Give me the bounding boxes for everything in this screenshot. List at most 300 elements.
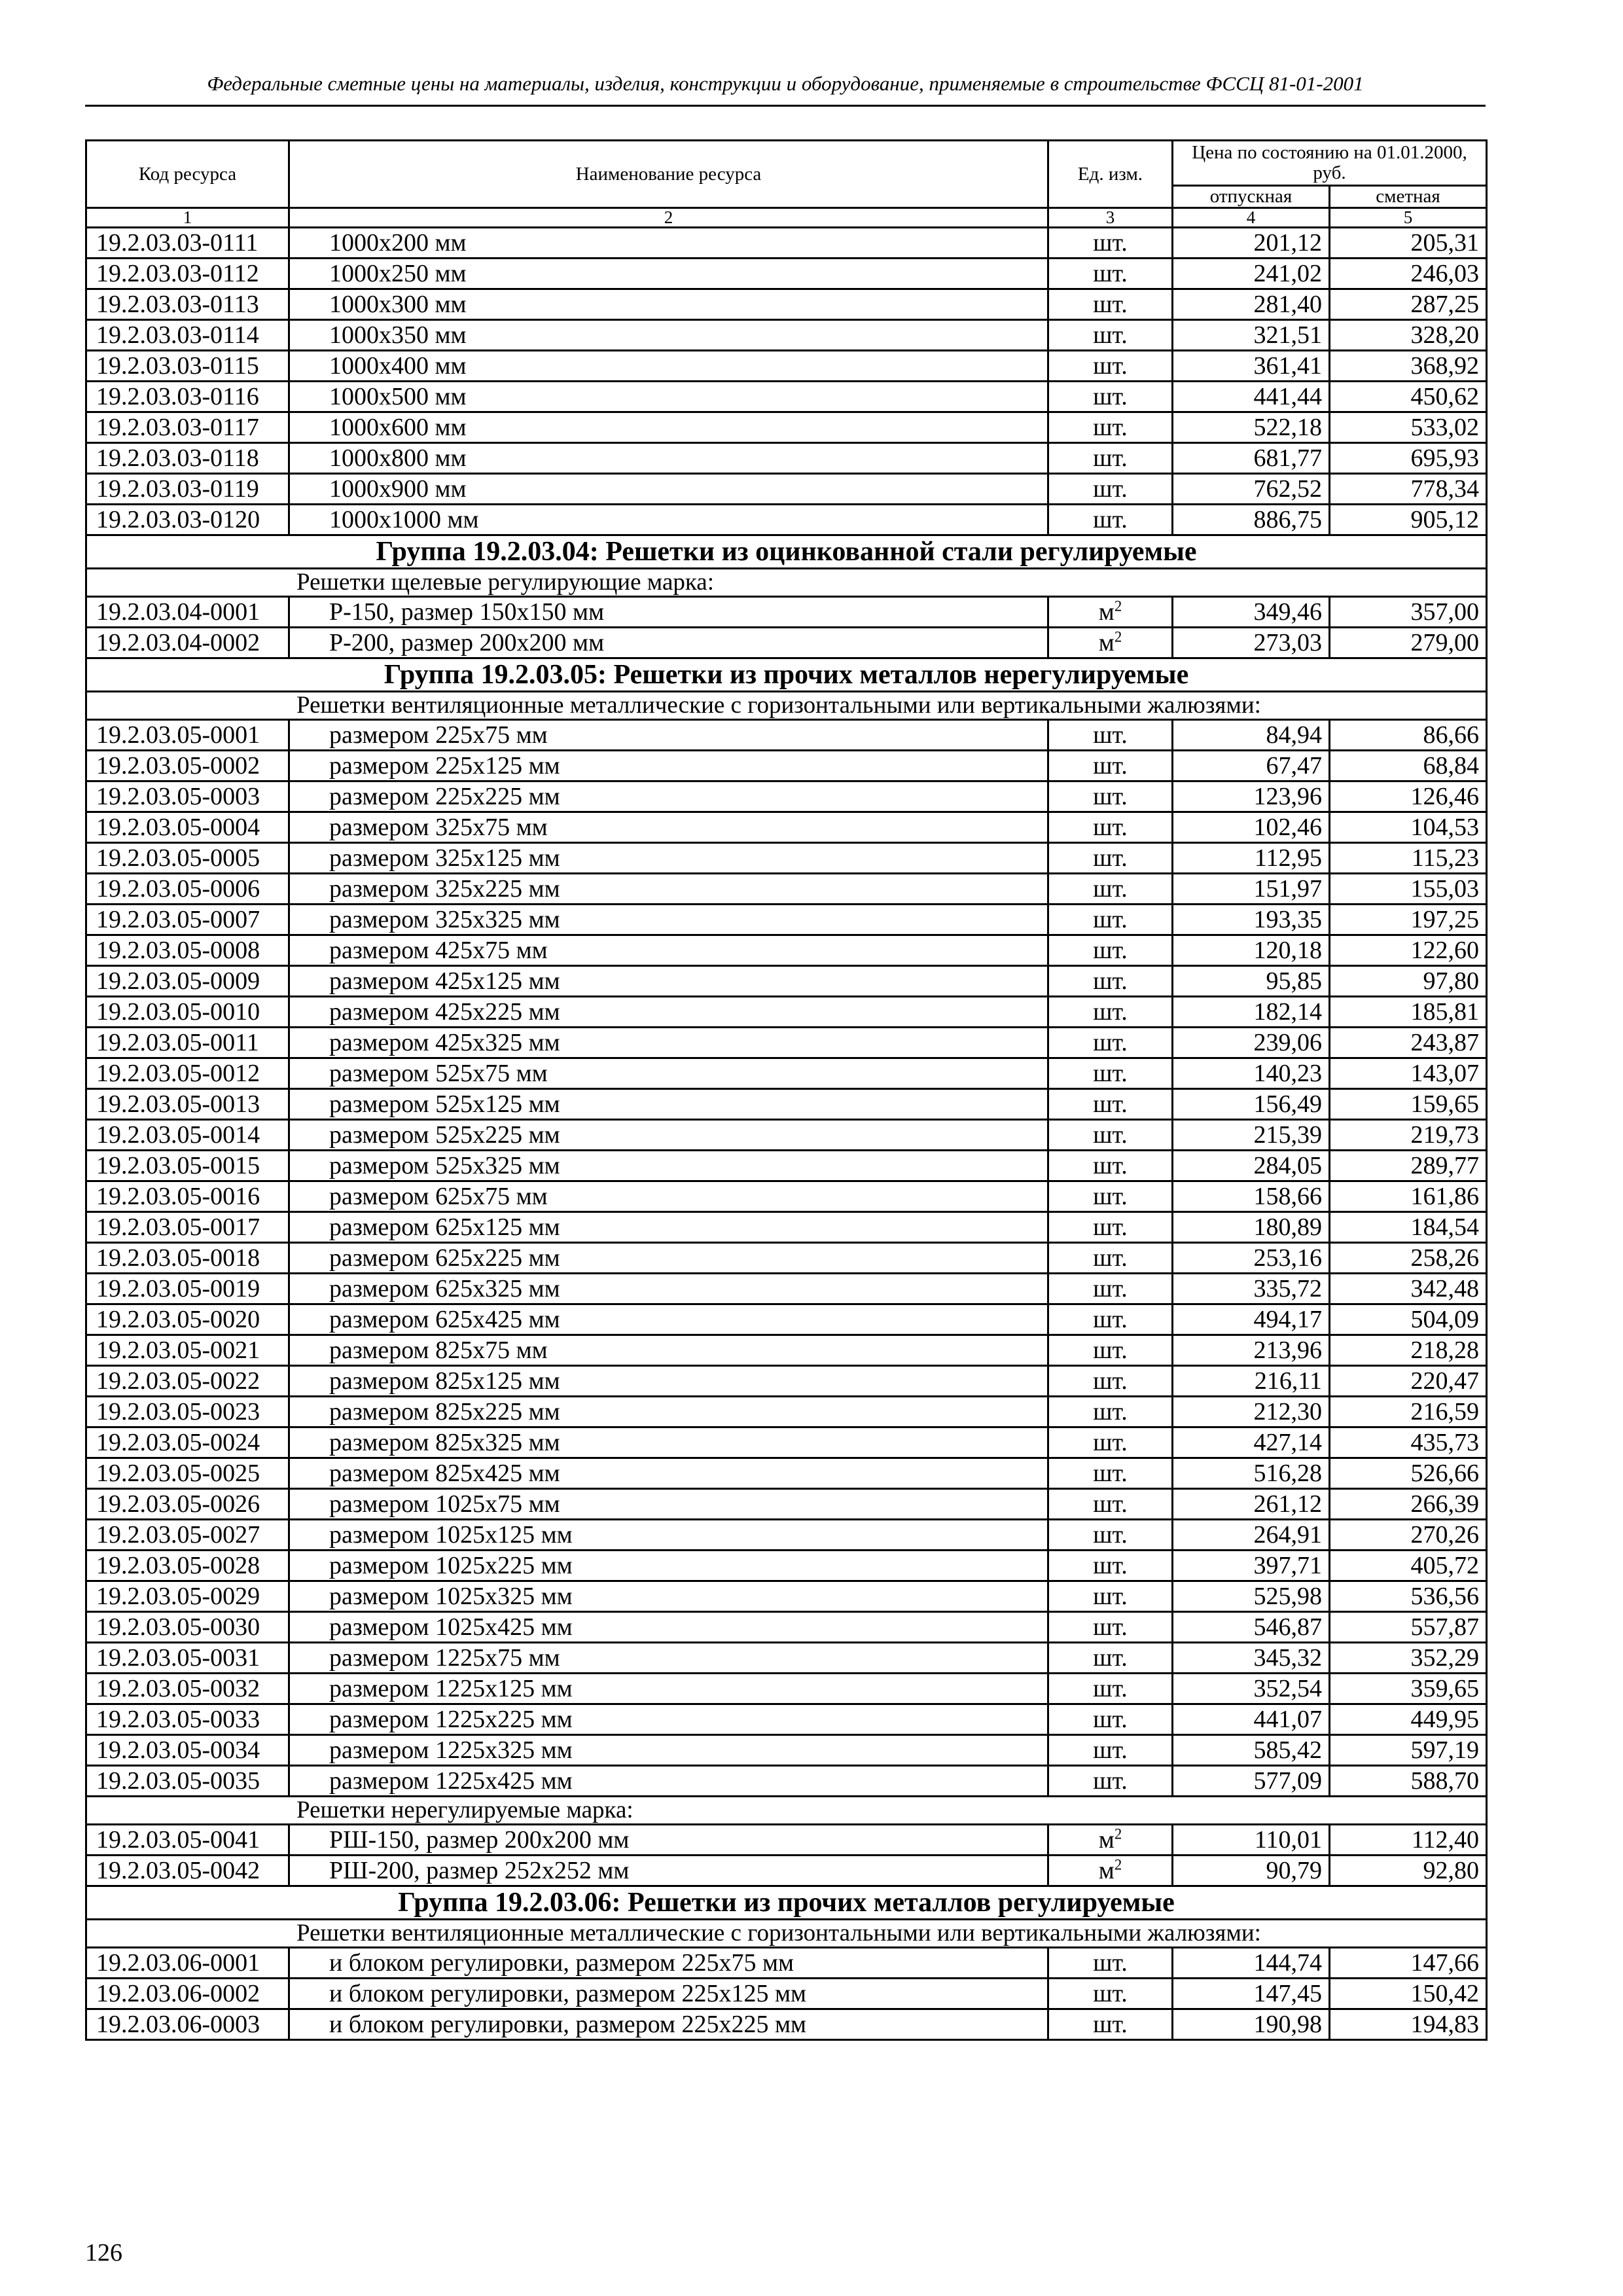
unit-cell: шт. [1048, 905, 1173, 935]
estimate-price-cell: 219,73 [1330, 1120, 1487, 1151]
table-row [86, 351, 1487, 382]
release-price-cell: 546,87 [1173, 1612, 1330, 1643]
resource-name-cell: размером 525x325 мм [289, 1151, 1048, 1181]
table-row [86, 1581, 1487, 1612]
estimate-price-cell: 449,95 [1330, 1704, 1487, 1735]
release-price-cell: 361,41 [1173, 351, 1330, 382]
table-row [86, 628, 1487, 658]
table-body [86, 228, 1487, 2040]
estimate-price-cell: 115,23 [1330, 843, 1487, 874]
estimate-price-cell: 185,81 [1330, 997, 1487, 1028]
resource-code-cell: 19.2.03.03-0120 [86, 505, 289, 535]
table-row [86, 843, 1487, 874]
resource-code-cell: 19.2.03.05-0011 [86, 1028, 289, 1058]
unit-cell: шт. [1048, 474, 1173, 505]
resource-name-cell: размером 1225x225 мм [289, 1704, 1048, 1735]
release-price-cell: 427,14 [1173, 1427, 1330, 1458]
table-row [86, 412, 1487, 443]
resource-name-cell: РШ-150, размер 200x200 мм [289, 1825, 1048, 1856]
table-row [86, 1397, 1487, 1427]
estimate-price-cell: 161,86 [1330, 1181, 1487, 1212]
release-price-cell: 441,07 [1173, 1704, 1330, 1735]
resource-code-cell: 19.2.03.05-0041 [86, 1825, 289, 1856]
table-row [86, 320, 1487, 351]
resource-name-cell: размером 425x325 мм [289, 1028, 1048, 1058]
resource-code-cell: 19.2.03.04-0002 [86, 628, 289, 658]
resource-name-cell: размером 825x425 мм [289, 1458, 1048, 1489]
estimate-price-cell: 159,65 [1330, 1089, 1487, 1120]
resource-code-cell: 19.2.03.05-0006 [86, 874, 289, 905]
unit-cell: шт. [1048, 289, 1173, 320]
release-price-cell: 352,54 [1173, 1674, 1330, 1704]
estimate-price-cell: 557,87 [1330, 1612, 1487, 1643]
resource-code-cell: 19.2.03.05-0007 [86, 905, 289, 935]
unit-cell: шт. [1048, 1274, 1173, 1304]
table-row [86, 905, 1487, 935]
release-price-cell: 212,30 [1173, 1397, 1330, 1427]
resource-code-cell: 19.2.03.05-0034 [86, 1735, 289, 1766]
estimate-price-cell: 258,26 [1330, 1243, 1487, 1274]
release-price-cell: 525,98 [1173, 1581, 1330, 1612]
release-price-cell: 441,44 [1173, 382, 1330, 412]
unit-cell: шт. [1048, 1489, 1173, 1520]
estimate-price-cell: 220,47 [1330, 1366, 1487, 1397]
estimate-price-cell: 184,54 [1330, 1212, 1487, 1243]
release-price-cell: 321,51 [1173, 320, 1330, 351]
estimate-price-cell: 588,70 [1330, 1766, 1487, 1797]
release-price-cell: 273,03 [1173, 628, 1330, 658]
header-num-3: 3 [1048, 208, 1173, 228]
estimate-price-cell: 122,60 [1330, 935, 1487, 966]
table-row [86, 1058, 1487, 1089]
unit-cell: шт. [1048, 1058, 1173, 1089]
resource-name-cell: 1000x800 мм [289, 443, 1048, 474]
unit-text: м [1098, 1857, 1115, 1884]
estimate-price-cell: 97,80 [1330, 966, 1487, 997]
unit-cell: шт. [1048, 382, 1173, 412]
resource-name-cell: размером 225x125 мм [289, 751, 1048, 781]
resource-name-cell: 1000x250 мм [289, 259, 1048, 289]
header-rule [85, 105, 1486, 107]
resource-code-cell: 19.2.03.05-0022 [86, 1366, 289, 1397]
price-table [85, 139, 1488, 2041]
resource-code-cell: 19.2.03.05-0033 [86, 1704, 289, 1735]
release-price-cell: 144,74 [1173, 1948, 1330, 1979]
resource-name-cell: РШ-200, размер 252x252 мм [289, 1856, 1048, 1886]
unit-cell: шт. [1048, 351, 1173, 382]
unit-cell: шт. [1048, 935, 1173, 966]
resource-name-cell: и блоком регулировки, размером 225x125 мм [289, 1979, 1048, 2009]
unit-cell [1048, 597, 1173, 628]
unit-cell: шт. [1048, 228, 1173, 259]
release-price-cell: 180,89 [1173, 1212, 1330, 1243]
unit-cell: шт. [1048, 1979, 1173, 2009]
table-row [86, 1366, 1487, 1397]
unit-cell: шт. [1048, 843, 1173, 874]
table-row [86, 1458, 1487, 1489]
resource-name-cell: размером 1225x75 мм [289, 1643, 1048, 1674]
header-price-estimate: сметная [1330, 186, 1487, 208]
release-price-cell: 397,71 [1173, 1551, 1330, 1581]
resource-code-cell: 19.2.03.05-0017 [86, 1212, 289, 1243]
resource-name-cell: размером 325x75 мм [289, 812, 1048, 843]
page-number: 126 [85, 2239, 122, 2267]
estimate-price-cell: 405,72 [1330, 1551, 1487, 1581]
unit-exponent: 2 [1114, 1825, 1122, 1842]
resource-name-cell: размером 825x75 мм [289, 1335, 1048, 1366]
table-row [86, 781, 1487, 812]
resource-code-cell: 19.2.03.05-0021 [86, 1335, 289, 1366]
header-name: Наименование ресурса [289, 141, 1048, 208]
subheading: Решетки вентиляционные металлические с горизонтальными или вертикальными жалюзями: [86, 1920, 1487, 1948]
resource-code-cell: 19.2.03.05-0019 [86, 1274, 289, 1304]
header-num-5: 5 [1330, 208, 1487, 228]
resource-code-cell: 19.2.03.05-0012 [86, 1058, 289, 1089]
unit-cell: шт. [1048, 1397, 1173, 1427]
resource-code-cell: 19.2.03.05-0032 [86, 1674, 289, 1704]
resource-name-cell: 1000x300 мм [289, 289, 1048, 320]
release-price-cell: 120,18 [1173, 935, 1330, 966]
table-row [86, 1028, 1487, 1058]
table-row [86, 1243, 1487, 1274]
unit-cell: шт. [1048, 1948, 1173, 1979]
table-row [86, 997, 1487, 1028]
unit-cell: шт. [1048, 1581, 1173, 1612]
resource-name-cell: размером 1025x75 мм [289, 1489, 1048, 1520]
table-row [86, 382, 1487, 412]
unit-cell: шт. [1048, 874, 1173, 905]
subheading: Решетки нерегулируемые марка: [86, 1797, 1487, 1825]
resource-code-cell: 19.2.03.04-0001 [86, 597, 289, 628]
estimate-price-cell: 328,20 [1330, 320, 1487, 351]
estimate-price-cell: 150,42 [1330, 1979, 1487, 2009]
table-row [86, 966, 1487, 997]
resource-name-cell: размером 425x225 мм [289, 997, 1048, 1028]
resource-code-cell: 19.2.03.05-0030 [86, 1612, 289, 1643]
estimate-price-cell: 357,00 [1330, 597, 1487, 628]
release-price-cell: 216,11 [1173, 1366, 1330, 1397]
unit-cell: шт. [1048, 1458, 1173, 1489]
estimate-price-cell: 126,46 [1330, 781, 1487, 812]
unit-cell: шт. [1048, 505, 1173, 535]
estimate-price-cell: 279,00 [1330, 628, 1487, 658]
estimate-price-cell: 143,07 [1330, 1058, 1487, 1089]
group-heading: Группа 19.2.03.05: Решетки из прочих металлов нерегулируемые [86, 658, 1487, 692]
table-row [86, 1120, 1487, 1151]
estimate-price-cell: 359,65 [1330, 1674, 1487, 1704]
table-row [86, 228, 1487, 259]
header-unit: Ед. изм. [1048, 141, 1173, 208]
estimate-price-cell: 68,84 [1330, 751, 1487, 781]
resource-code-cell: 19.2.03.03-0112 [86, 259, 289, 289]
release-price-cell: 335,72 [1173, 1274, 1330, 1304]
header-num-4: 4 [1173, 208, 1330, 228]
unit-cell: шт. [1048, 812, 1173, 843]
resource-code-cell: 19.2.03.05-0026 [86, 1489, 289, 1520]
release-price-cell: 110,01 [1173, 1825, 1330, 1856]
unit-cell: шт. [1048, 997, 1173, 1028]
resource-code-cell: 19.2.03.06-0002 [86, 1979, 289, 2009]
unit-cell [1048, 1856, 1173, 1886]
resource-code-cell: 19.2.03.05-0023 [86, 1397, 289, 1427]
unit-cell: шт. [1048, 1028, 1173, 1058]
table-row [86, 1612, 1487, 1643]
subheading-row [86, 1797, 1487, 1825]
table-row [86, 1151, 1487, 1181]
resource-name-cell: 1000x400 мм [289, 351, 1048, 382]
release-price-cell: 522,18 [1173, 412, 1330, 443]
unit-cell: шт. [1048, 1120, 1173, 1151]
unit-text: м [1098, 629, 1115, 656]
unit-cell: шт. [1048, 1181, 1173, 1212]
estimate-price-cell: 287,25 [1330, 289, 1487, 320]
unit-exponent: 2 [1114, 598, 1122, 615]
resource-code-cell: 19.2.03.05-0042 [86, 1856, 289, 1886]
release-price-cell: 95,85 [1173, 966, 1330, 997]
table-row [86, 1948, 1487, 1979]
unit-cell: шт. [1048, 1243, 1173, 1274]
resource-name-cell: размером 1225x325 мм [289, 1735, 1048, 1766]
resource-name-cell: 1000x500 мм [289, 382, 1048, 412]
release-price-cell: 90,79 [1173, 1856, 1330, 1886]
unit-cell: шт. [1048, 1366, 1173, 1397]
resource-code-cell: 19.2.03.05-0020 [86, 1304, 289, 1335]
release-price-cell: 281,40 [1173, 289, 1330, 320]
unit-cell: шт. [1048, 1612, 1173, 1643]
release-price-cell: 151,97 [1173, 874, 1330, 905]
resource-name-cell: размером 1025x125 мм [289, 1520, 1048, 1551]
resource-name-cell: и блоком регулировки, размером 225x225 мм [289, 2009, 1048, 2040]
release-price-cell: 147,45 [1173, 1979, 1330, 2009]
subheading: Решетки вентиляционные металлические с горизонтальными или вертикальными жалюзями: [86, 692, 1487, 720]
resource-code-cell: 19.2.03.03-0118 [86, 443, 289, 474]
resource-code-cell: 19.2.03.05-0008 [86, 935, 289, 966]
estimate-price-cell: 266,39 [1330, 1489, 1487, 1520]
table-row [86, 1089, 1487, 1120]
release-price-cell: 516,28 [1173, 1458, 1330, 1489]
release-price-cell: 112,95 [1173, 843, 1330, 874]
estimate-price-cell: 86,66 [1330, 720, 1487, 751]
release-price-cell: 123,96 [1173, 781, 1330, 812]
unit-cell: шт. [1048, 1704, 1173, 1735]
resource-code-cell: 19.2.03.05-0010 [86, 997, 289, 1028]
running-header: Федеральные сметные цены на материалы, изделия, конструкции и оборудование, применяемые в строительстве ФССЦ 81-01-2001 [207, 72, 1364, 95]
unit-cell: шт. [1048, 720, 1173, 751]
resource-name-cell: размером 825x325 мм [289, 1427, 1048, 1458]
resource-name-cell: размером 625x425 мм [289, 1304, 1048, 1335]
unit-cell: шт. [1048, 1212, 1173, 1243]
resource-code-cell: 19.2.03.05-0015 [86, 1151, 289, 1181]
estimate-price-cell: 905,12 [1330, 505, 1487, 535]
release-price-cell: 253,16 [1173, 1243, 1330, 1274]
table-row [86, 2009, 1487, 2040]
resource-code-cell: 19.2.03.05-0025 [86, 1458, 289, 1489]
estimate-price-cell: 92,80 [1330, 1856, 1487, 1886]
header-price-release: отпускная [1173, 186, 1330, 208]
release-price-cell: 193,35 [1173, 905, 1330, 935]
release-price-cell: 67,47 [1173, 751, 1330, 781]
resource-code-cell: 19.2.03.05-0028 [86, 1551, 289, 1581]
table-row [86, 1704, 1487, 1735]
table-row [86, 1643, 1487, 1674]
resource-name-cell: размером 625x125 мм [289, 1212, 1048, 1243]
release-price-cell: 102,46 [1173, 812, 1330, 843]
release-price-cell: 681,77 [1173, 443, 1330, 474]
resource-code-cell: 19.2.03.03-0117 [86, 412, 289, 443]
table-row [86, 1520, 1487, 1551]
resource-name-cell: размером 625x325 мм [289, 1274, 1048, 1304]
unit-cell: шт. [1048, 412, 1173, 443]
release-price-cell: 215,39 [1173, 1120, 1330, 1151]
resource-code-cell: 19.2.03.05-0024 [86, 1427, 289, 1458]
estimate-price-cell: 246,03 [1330, 259, 1487, 289]
release-price-cell: 886,75 [1173, 505, 1330, 535]
unit-cell: шт. [1048, 966, 1173, 997]
estimate-price-cell: 368,92 [1330, 351, 1487, 382]
estimate-price-cell: 218,28 [1330, 1335, 1487, 1366]
resource-name-cell: 1000x600 мм [289, 412, 1048, 443]
unit-cell: шт. [1048, 1151, 1173, 1181]
release-price-cell: 241,02 [1173, 259, 1330, 289]
estimate-price-cell: 352,29 [1330, 1643, 1487, 1674]
unit-cell: шт. [1048, 1551, 1173, 1581]
estimate-price-cell: 435,73 [1330, 1427, 1487, 1458]
resource-name-cell: 1000x900 мм [289, 474, 1048, 505]
table-row [86, 1766, 1487, 1797]
estimate-price-cell: 504,09 [1330, 1304, 1487, 1335]
unit-exponent: 2 [1114, 1856, 1122, 1873]
release-price-cell: 762,52 [1173, 474, 1330, 505]
resource-name-cell: и блоком регулировки, размером 225x75 мм [289, 1948, 1048, 1979]
release-price-cell: 190,98 [1173, 2009, 1330, 2040]
unit-cell: шт. [1048, 1643, 1173, 1674]
resource-code-cell: 19.2.03.03-0115 [86, 351, 289, 382]
estimate-price-cell: 270,26 [1330, 1520, 1487, 1551]
resource-name-cell: размером 525x125 мм [289, 1089, 1048, 1120]
estimate-price-cell: 778,34 [1330, 474, 1487, 505]
group-heading-row [86, 535, 1487, 569]
table-row [86, 720, 1487, 751]
header-code: Код ресурса [86, 141, 289, 208]
release-price-cell: 182,14 [1173, 997, 1330, 1028]
table-row [86, 1212, 1487, 1243]
resource-code-cell: 19.2.03.05-0035 [86, 1766, 289, 1797]
estimate-price-cell: 112,40 [1330, 1825, 1487, 1856]
resource-name-cell: размером 425x125 мм [289, 966, 1048, 997]
resource-code-cell: 19.2.03.05-0029 [86, 1581, 289, 1612]
subheading-row [86, 692, 1487, 720]
unit-cell: шт. [1048, 1735, 1173, 1766]
table-row [86, 1335, 1487, 1366]
unit-cell: шт. [1048, 443, 1173, 474]
estimate-price-cell: 194,83 [1330, 2009, 1487, 2040]
release-price-cell: 201,12 [1173, 228, 1330, 259]
table-row [86, 259, 1487, 289]
table-row [86, 1304, 1487, 1335]
estimate-price-cell: 450,62 [1330, 382, 1487, 412]
table-row [86, 443, 1487, 474]
unit-cell: шт. [1048, 1335, 1173, 1366]
table-row [86, 474, 1487, 505]
resource-code-cell: 19.2.03.05-0016 [86, 1181, 289, 1212]
estimate-price-cell: 197,25 [1330, 905, 1487, 935]
group-heading: Группа 19.2.03.06: Решетки из прочих металлов регулируемые [86, 1886, 1487, 1920]
table-row [86, 1856, 1487, 1886]
estimate-price-cell: 695,93 [1330, 443, 1487, 474]
resource-name-cell: 1000x350 мм [289, 320, 1048, 351]
unit-cell: шт. [1048, 1674, 1173, 1704]
unit-cell [1048, 1825, 1173, 1856]
resource-code-cell: 19.2.03.05-0002 [86, 751, 289, 781]
unit-text: м [1098, 598, 1115, 626]
resource-name-cell: размером 325x125 мм [289, 843, 1048, 874]
release-price-cell: 158,66 [1173, 1181, 1330, 1212]
unit-cell: шт. [1048, 2009, 1173, 2040]
resource-code-cell: 19.2.03.03-0111 [86, 228, 289, 259]
resource-name-cell: размером 225x225 мм [289, 781, 1048, 812]
subheading-row [86, 1920, 1487, 1948]
resource-code-cell: 19.2.03.05-0009 [86, 966, 289, 997]
unit-exponent: 2 [1114, 628, 1122, 645]
estimate-price-cell: 104,53 [1330, 812, 1487, 843]
resource-code-cell: 19.2.03.05-0004 [86, 812, 289, 843]
unit-cell: шт. [1048, 259, 1173, 289]
table-row [86, 1825, 1487, 1856]
resource-name-cell: размером 625x225 мм [289, 1243, 1048, 1274]
release-price-cell: 213,96 [1173, 1335, 1330, 1366]
table-row [86, 505, 1487, 535]
estimate-price-cell: 205,31 [1330, 228, 1487, 259]
unit-cell: шт. [1048, 781, 1173, 812]
subheading: Решетки щелевые регулирующие марка: [86, 569, 1487, 597]
table-row [86, 751, 1487, 781]
resource-name-cell: размером 225x75 мм [289, 720, 1048, 751]
resource-name-cell: размером 1225x125 мм [289, 1674, 1048, 1704]
table-row [86, 1181, 1487, 1212]
table-row [86, 812, 1487, 843]
resource-name-cell: размером 825x125 мм [289, 1366, 1048, 1397]
release-price-cell: 494,17 [1173, 1304, 1330, 1335]
resource-name-cell: размером 325x225 мм [289, 874, 1048, 905]
unit-cell: шт. [1048, 1520, 1173, 1551]
unit-text: м [1098, 1826, 1115, 1854]
resource-code-cell: 19.2.03.05-0018 [86, 1243, 289, 1274]
resource-name-cell: размером 525x75 мм [289, 1058, 1048, 1089]
header-num-1: 1 [86, 208, 289, 228]
table-row [86, 289, 1487, 320]
estimate-price-cell: 526,66 [1330, 1458, 1487, 1489]
resource-name-cell: 1000x200 мм [289, 228, 1048, 259]
estimate-price-cell: 597,19 [1330, 1735, 1487, 1766]
subheading-row [86, 569, 1487, 597]
table-row [86, 1551, 1487, 1581]
resource-code-cell: 19.2.03.05-0014 [86, 1120, 289, 1151]
header-num-2: 2 [289, 208, 1048, 228]
table-row [86, 1427, 1487, 1458]
resource-name-cell: размером 325x325 мм [289, 905, 1048, 935]
resource-name-cell: размером 525x225 мм [289, 1120, 1048, 1151]
resource-code-cell: 19.2.03.05-0031 [86, 1643, 289, 1674]
unit-cell: шт. [1048, 1304, 1173, 1335]
table-row [86, 1735, 1487, 1766]
group-heading: Группа 19.2.03.04: Решетки из оцинкованной стали регулируемые [86, 535, 1487, 569]
resource-name-cell: Р-150, размер 150x150 мм [289, 597, 1048, 628]
release-price-cell: 284,05 [1173, 1151, 1330, 1181]
release-price-cell: 140,23 [1173, 1058, 1330, 1089]
table-row [86, 1674, 1487, 1704]
resource-code-cell: 19.2.03.05-0013 [86, 1089, 289, 1120]
estimate-price-cell: 289,77 [1330, 1151, 1487, 1181]
